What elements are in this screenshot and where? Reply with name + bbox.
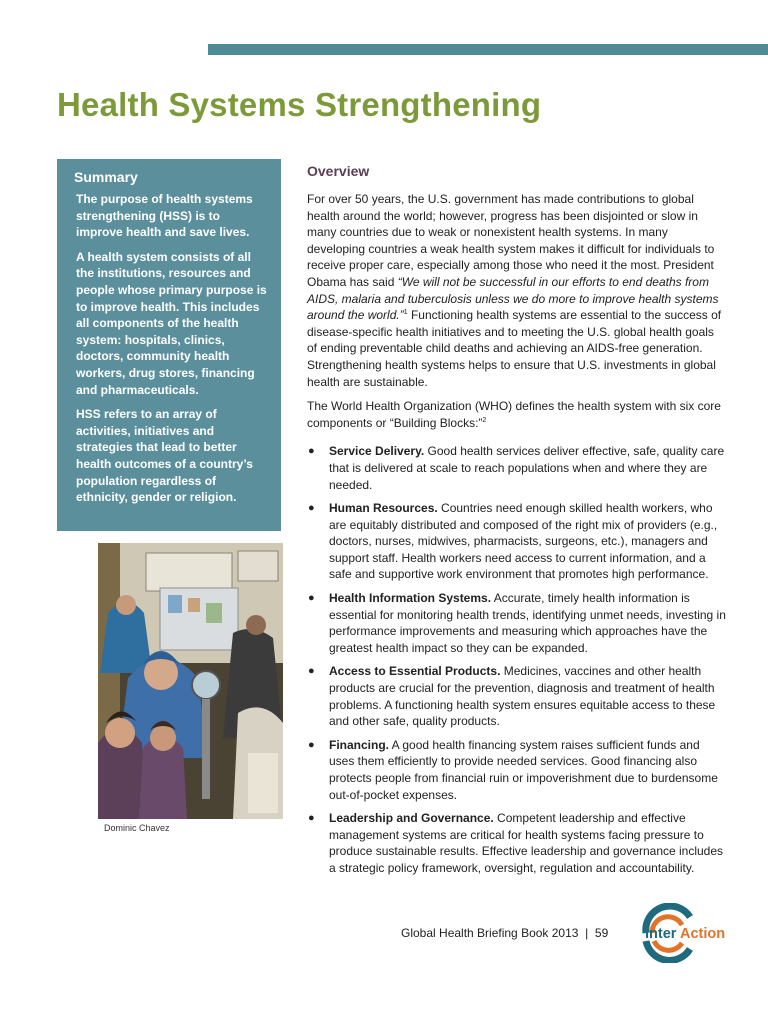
list-item [307,443,727,493]
bullet-icon: ● [308,738,315,751]
bullet-term: Service Delivery. [329,444,425,459]
summary-heading: Summary [74,169,138,185]
bullet-text: Countries need enough skilled health workers, who are equitably distributed and composed of the right mix of providers (e.g., doctors, nurses, midwives, pharmacists, surgeons, etc.), managers and support staff. Health workers need access to current information, and a safe and supportive work environment that promotes high performance. [329,501,718,582]
bullet-term: Human Resources. [329,501,438,516]
bullet-text: Medicines, vaccines and other health products are crucial for the prevention, diagnosis and treatment of health problems. A functioning health system ensures equitable access to these and other safe, quality products. [329,664,716,729]
list-item [307,590,727,656]
bullet-text: Competent leadership and effective management systems are critical for health systems facing pressure to produce sustainable results. Effective leadership and governance includes a strategic policy framework, oversight, regulation and accountability. [329,811,724,875]
overview-text: For over 50 years, the U.S. government has made contributions to global health around the world; however, progress has been disjointed or slow in many countries due to weak or nonexistent health systems. In many developing countries a weak health system makes it difficult for individuals to receive proper care, especially among those who need it the most. President Obama has said [307,192,715,289]
who-text: The World Health Organization (WHO) defines the health system with six core components or “Building Blocks:” [307,399,721,430]
building-blocks-list [307,443,727,876]
list-item [307,500,727,583]
bullet-term: Access to Essential Products. [329,664,501,679]
summary-box [57,159,281,531]
summary-paragraph: HSS refers to an array of activities, initiatives and strategies that lead to better health outcomes of a country’s population regardless of ethnicity, gender or religion. [76,407,253,505]
overview-text: Functioning health systems are essential to the success of disease-specific health initiatives and to meeting the U.S. global health goals of ending preventable child deaths and achieving an AIDS-free generation. Strengthening health systems helps to ensure that U.S. investments in global health are sustainable. [307,308,722,389]
bullet-icon: ● [308,592,315,605]
overview-section [307,163,727,884]
page-number: 59 [594,926,609,940]
bullet-term: Financing. [329,737,389,752]
bullet-icon: ● [308,445,315,458]
bullet-icon: ● [308,502,315,515]
overview-heading: Overview [307,163,370,179]
page-title: Health Systems Strengthening [57,86,542,123]
bullet-icon: ● [308,665,315,678]
bullet-term: Health Information Systems. [329,591,492,606]
who-paragraph [307,398,727,431]
list-item [307,737,727,803]
list-item [307,810,727,876]
bullet-text: A good health financing system raises sufficient funds and uses them efficiently to provide needed services. Good financing also protects people from financial ruin or impoverishment due to burdensome out-of-pocket expenses. [329,737,718,802]
bullet-icon: ● [308,812,315,825]
svg-text:Inter: Inter [645,926,677,942]
footnote-marker: 2 [482,416,487,424]
footer [401,926,608,940]
obama-quote: “We will not be successful in our efforts to end deaths from AIDS, malaria and tuberculosis unless we do more to improve health systems around the world.” [307,274,719,323]
summary-paragraph: The purpose of health systems strengthening (HSS) is to improve health and save lives. [76,192,253,240]
photo-credit: Dominic Chavez [104,823,170,833]
health-clinic-photo [98,543,283,819]
footer-separator: | [585,926,589,940]
svg-text:Action: Action [680,926,726,942]
bullet-term: Leadership and Governance. [329,811,494,826]
summary-paragraph: A health system consists of all the institutions, resources and people whose primary purpose is to improve health. This includes all components of the health system: hospitals, clinics, doctors, community health workers, drug stores, financing and pharmaceuticals. [76,249,267,397]
bullet-text: Accurate, timely health information is essential for monitoring health trends, identifying unmet needs, investing in performance improvements and measuring which approaches have the greatest health impact so they can be expanded. [329,591,726,655]
top-accent-bar [208,44,768,55]
interaction-logo [632,903,728,963]
footer-book-title: Global Health Briefing Book 2013 [401,926,579,940]
footnote-marker: 1 [403,309,408,317]
overview-paragraph [307,191,727,390]
bullet-text: Good health services deliver effective, safe, quality care that is delivered at scale to reach populations when and where they are needed. [329,444,725,492]
list-item [307,663,727,729]
